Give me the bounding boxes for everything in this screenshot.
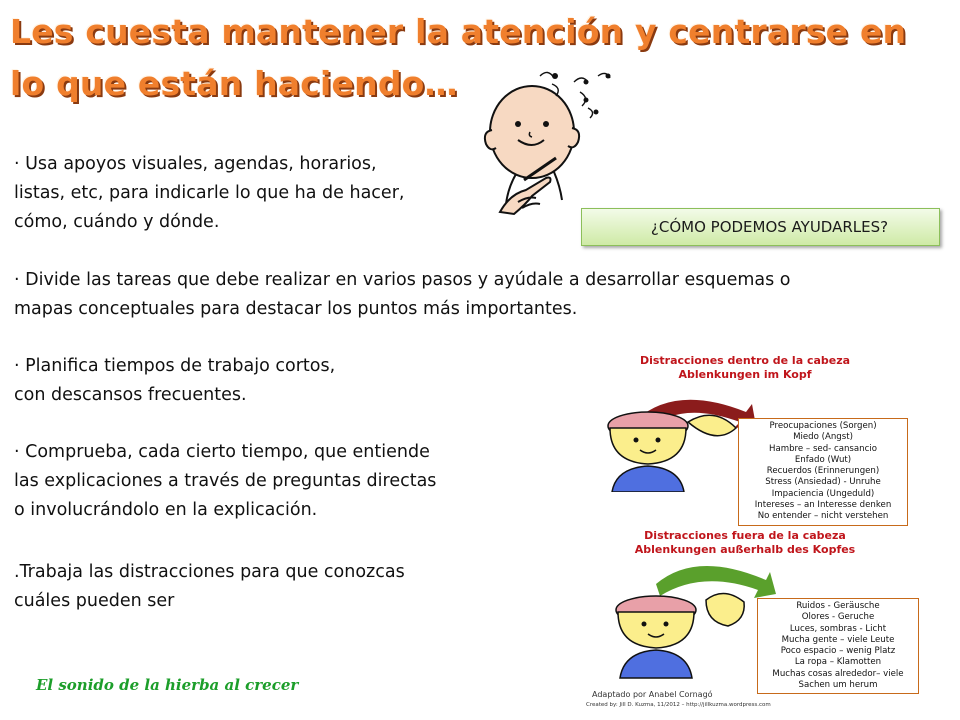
paragraph-check-understanding: [14, 438, 494, 525]
list-item: Sachen um herum: [798, 680, 878, 691]
paragraph-line: mapas conceptuales para destacar los puntos más importantes.: [14, 299, 578, 319]
list-item: Poco espacio – wenig Platz: [780, 646, 896, 657]
list-item: Enfado (Wut): [794, 454, 852, 465]
help-question-box: [581, 208, 940, 246]
list-item: Ruidos - Geräusche: [796, 601, 880, 611]
paragraph-line: cuáles pueden ser: [14, 591, 175, 611]
list-item: Intereses – an Interesse denken: [754, 500, 892, 511]
list-item: Mucha gente – viele Leute: [781, 634, 895, 645]
paragraph-visual-supports: [14, 150, 464, 237]
outside-title-line: Distracciones fuera de la cabeza: [644, 529, 846, 542]
paragraph-line: cómo, cuándo y dónde.: [14, 212, 220, 232]
list-item: Miedo (Angst): [793, 432, 853, 443]
page-title: Les cuesta mantener la atención y centrarse en lo que están haciendo…: [10, 12, 907, 103]
list-item: Hambre – sed- cansancio: [769, 443, 877, 454]
outside-title-line: Ablenkungen außerhalb des Kopfes: [634, 543, 856, 556]
list-item: Stress (Ansiedad) - Unruhe: [765, 477, 881, 488]
paragraph-line: · Planifica tiempos de trabajo cortos,: [14, 356, 336, 376]
signature: El sonido de la hierba al crecer: [36, 676, 299, 694]
head-outside-illustration: [606, 560, 776, 680]
paragraph-line: .Trabaja las distracciones para que conozcas: [14, 562, 405, 582]
help-question-label: ¿CÓMO PODEMOS AYUDARLES?: [650, 218, 889, 236]
distracted-child-illustration: [460, 62, 625, 222]
inside-title-line: Ablenkungen im Kopf: [678, 368, 812, 381]
paragraph-line: o involucrándolo en la explicación.: [14, 500, 318, 520]
list-item: Luces, sombras - Licht: [789, 623, 887, 634]
inside-distractions-list: [738, 418, 908, 526]
list-item: Impaciencia (Ungeduld): [771, 488, 875, 499]
outside-distractions-list: [757, 598, 919, 694]
paragraph-line: listas, etc, para indicarle lo que ha de hacer,: [14, 183, 405, 203]
head-inside-illustration: [596, 382, 756, 492]
inside-title-line: Distracciones dentro de la cabeza: [639, 354, 851, 367]
paragraph-line: · Comprueba, cada cierto tiempo, que entiende: [14, 442, 430, 462]
paragraph-line: las explicaciones a través de preguntas directas: [14, 471, 437, 491]
created-credit: Created by: Jill D. Kuzma, 11/2012 – http://jillkuzma.wordpress.com: [586, 702, 771, 708]
paragraph-plan-times: [14, 352, 464, 410]
paragraph-line: con descansos frecuentes.: [14, 385, 247, 405]
paragraph-distractions: [14, 558, 494, 616]
list-item: La ropa – Klamotten: [794, 657, 882, 668]
list-item: Olores - Geruche: [801, 612, 875, 623]
list-item: Preocupaciones (Sorgen): [769, 421, 877, 431]
list-item: Recuerdos (Erinnerungen): [766, 466, 880, 477]
adapted-credit: Adaptado por Anabel Cornagó: [592, 690, 713, 699]
outside-distractions-title: [600, 529, 890, 557]
paragraph-divide-tasks: [14, 266, 914, 324]
paragraph-line: · Divide las tareas que debe realizar en varios pasos y ayúdale a desarrollar esquemas o: [14, 270, 791, 290]
paragraph-line: · Usa apoyos visuales, agendas, horarios,: [14, 154, 377, 174]
list-item: No entender – nicht verstehen: [757, 511, 889, 522]
inside-distractions-title: [600, 354, 890, 382]
list-item: Muchas cosas alrededor– viele: [772, 668, 904, 679]
